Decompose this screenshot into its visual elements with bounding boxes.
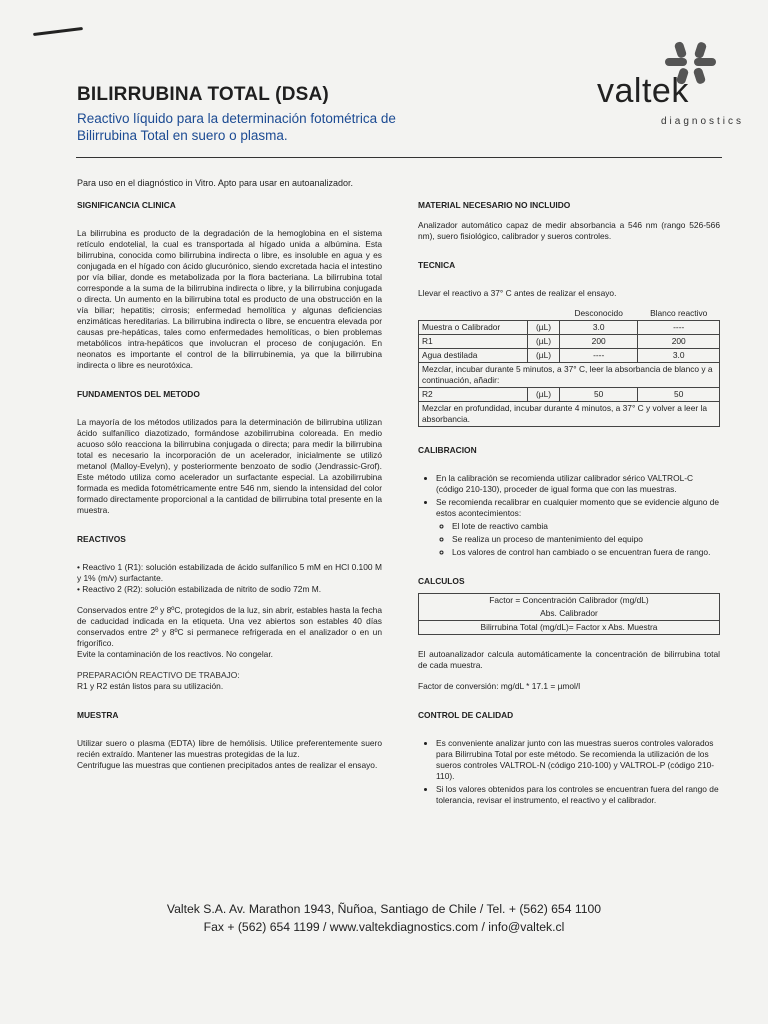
right-column	[418, 200, 720, 824]
section-body: La bilirrubina es producto de la degradación de la hemoglobina en el sistema retículo endotelial, la cual es transportada al hígado unida a albúmina. Esta bilirrubina, conocida como bilirrubina indirecta o libre, es insoluble en agua y es conjugada en el hígado con ácido glucurónico, siendo excretada hacia el intestino por vía biliar, donde es metabolizada por la flora bacteriana. La bilirrubina total corresponde a la suma de la bilirrubina indirecta o libre, y la bilirrubina conjugada o directa. Un aumento en la bilirrubina total es producto de una obstrucción en la vía biliar; hepatitis; cirrosis; enfermedad hemolítica y algunas deficiencias enzimáticas hereditarias. La bilirrubina indirecta o libre, se encuentra elevada por causas pre-hepáticas, tales como enfermedades hemolíticas, o bien problemas metabólicos intra-hepáticos que involucran el proceso de conjugación. En neonatos es importante el control de la bilirrubinemia, ya que la bilirrubina indirecta o libre es neurotóxica.	[77, 228, 382, 370]
row-value: 50	[638, 388, 720, 402]
control-list	[418, 738, 720, 806]
formula-numerator: Factor = Concentración Calibrador (mg/dL)	[489, 595, 649, 605]
calibration-list	[418, 473, 720, 558]
column-header: Desconocido	[574, 308, 623, 318]
section-fundamentos	[77, 389, 382, 516]
section-reactivos	[77, 534, 382, 692]
reactivo-2: • Reactivo 2 (R2): solución estabilizada de nitrito de sodio 72m M.	[77, 584, 322, 594]
footer-contact: Fax + (562) 654 1199 / www.valtekdiagnostics.com / info@valtek.cl	[203, 920, 565, 934]
storage-text: Conservados entre 2º y 8ºC, protegidos de la luz, sin abrir, estables hasta la fecha de caducidad indicada en la etiqueta. Una vez abiertos son estables 40 días conservados entre 2º y 8ºC si permanece refrigerada en el analizador o en un frigorífico.	[77, 605, 382, 648]
row-value: ----	[559, 349, 637, 363]
row-label: R1	[419, 335, 528, 349]
row-unit: (µL)	[528, 388, 560, 402]
list-item	[436, 497, 720, 558]
section-heading: TECNICA	[418, 260, 456, 270]
section-calibracion	[418, 445, 720, 558]
column-header: Blanco reactivo	[650, 308, 708, 318]
section-control	[418, 710, 720, 806]
prep-body: R1 y R2 están listos para su utilización.	[77, 681, 224, 691]
document-header	[77, 72, 745, 144]
row-label: Muestra o Calibrador	[419, 321, 528, 335]
section-material	[418, 200, 720, 242]
section-heading: MUESTRA	[77, 710, 119, 720]
header-divider	[76, 157, 722, 158]
section-heading: REACTIVOS	[77, 534, 126, 544]
footer-address: Valtek S.A. Av. Marathon 1943, Ñuñoa, Santiago de Chile / Tel. + (562) 654 1100	[166, 902, 602, 916]
list-item: • Si los valores obtenidos para los controles se encuentran fuera del rango de tolerancia, revisar el instrumento, el reactivo y el calibrador.	[436, 784, 720, 806]
intro-text: Para uso en el diagnóstico in Vitro. Apto para usar en autoanalizador.	[77, 178, 354, 188]
section-heading: SIGNIFICANCIA CLINICA	[77, 200, 176, 210]
row-unit: (µL)	[528, 321, 560, 335]
reactivo-1: • Reactivo 1 (R1): solución estabilizada de ácido sulfanílico 5 mM en HCl 0.100 M y 1% (m/v) surfactante.	[77, 562, 382, 583]
formula-denominator: Abs. Calibrador	[540, 608, 598, 618]
section-body: Analizador automático capaz de medir absorbancia a 546 nm (rango 526-566 nm), suero fisiológico, calibrador y sueros controles.	[418, 220, 720, 241]
table-row	[419, 363, 720, 388]
valtek-logo	[515, 38, 745, 148]
row-unit: (µL)	[528, 349, 560, 363]
section-tecnica	[418, 260, 720, 427]
row-value: 3.0	[638, 349, 720, 363]
section-heading: CALIBRACION	[418, 445, 477, 455]
row-value: ----	[638, 321, 720, 335]
list-item-text: Se recomienda recalibrar en cualquier momento que se evidencie alguno de estos acontecimientos:	[436, 497, 720, 518]
brand-name: valtek	[597, 72, 689, 110]
table-row	[419, 321, 720, 335]
formula-box	[418, 593, 720, 635]
list-item: • Es conveniente analizar junto con las muestras sueros controles valorados para Bilirrubina Total por este método. Se recomienda la utilización de los sueros controles VALTROL-N (código 210-100) y VALTROL-P (código 210-110).	[436, 738, 720, 782]
row-value: 50	[559, 388, 637, 402]
row-unit: (µL)	[528, 335, 560, 349]
procedure-table	[418, 307, 720, 427]
list-item: ◦ Se realiza un proceso de mantenimiento del equipo	[452, 534, 720, 545]
table-row	[419, 402, 720, 427]
section-body: El autoanalizador calcula automáticamente la concentración de bilirrubina total de cada muestra.	[418, 649, 720, 670]
section-heading: FUNDAMENTOS DEL METODO	[77, 389, 200, 399]
table-row	[419, 335, 720, 349]
list-item: ◦ Los valores de control han cambiado o se encuentran fuera de rango.	[452, 547, 720, 558]
document-footer	[0, 900, 768, 936]
table-row	[419, 388, 720, 402]
table-header-row	[419, 307, 720, 321]
row-value: 200	[559, 335, 637, 349]
formula-result: Bilirrubina Total (mg/dL)= Factor x Abs. Muestra	[419, 620, 719, 634]
section-body: La mayoría de los métodos utilizados para la determinación de bilirrubina utilizan ácido sulfanílico diazotizado, formándose azobilirrubina coloreada. En medio acuoso sólo reacciona la bilirrubina conjugada o directa; para medir la bilirrubina total es necesario la incorporación de un acelerador, inicialmente se utilizó metanol (Malloy-Evelyn), y posteriormente benzoato de sodio (Jendrassic-Grof). Este método utiliza como acelerador un surfactante especial. La azobilirrubina formada es medida fotométricamente entre 546 nm, siendo la intensidad del color formado directamente proporcional a la cantidad de bilirrubina total presente en la muestra.	[77, 417, 382, 515]
section-significancia	[77, 200, 382, 371]
brand-tagline: diagnostics	[661, 116, 745, 127]
row-value: 3.0	[559, 321, 637, 335]
section-calculos	[418, 576, 720, 692]
section-heading: MATERIAL NECESARIO NO INCLUIDO	[418, 200, 571, 210]
page-title: BILIRRUBINA TOTAL (DSA)	[77, 84, 329, 105]
section-muestra	[77, 710, 382, 771]
row-label: Agua destilada	[419, 349, 528, 363]
prep-heading: PREPARACIÓN REACTIVO DE TRABAJO:	[77, 670, 240, 680]
contamination-text: Evite la contaminación de los reactivos. No congelar.	[77, 649, 273, 659]
row-label: R2	[419, 388, 528, 402]
calibration-sublist	[436, 521, 720, 558]
left-column	[77, 200, 382, 789]
section-body: Utilizar suero o plasma (EDTA) libre de hemólisis. Utilice preferentemente suero recién extraído. Mantener las muestras protegidas de la luz.	[77, 738, 382, 759]
section-body: Llevar el reactivo a 37° C antes de realizar el ensayo.	[418, 288, 617, 298]
table-row	[419, 349, 720, 363]
row-value: 200	[638, 335, 720, 349]
conversion-factor: Factor de conversión: mg/dL * 17.1 = µmol/l	[418, 681, 581, 691]
section-heading: CALCULOS	[418, 576, 465, 586]
page-subtitle: Reactivo líquido para la determinación fotométrica de Bilirrubina Total en suero o plasma.	[77, 111, 396, 143]
table-note: Mezclar en profundidad, incubar durante 4 minutos, a 37° C y volver a leer la absorbancia.	[419, 402, 720, 427]
section-heading: CONTROL DE CALIDAD	[418, 710, 514, 720]
table-note: Mezclar, incubar durante 5 minutos, a 37° C, leer la absorbancia de blanco y a continuación, añadir:	[419, 363, 720, 388]
scan-mark	[33, 27, 83, 36]
section-body-2: Centrifugue las muestras que contienen precipitados antes de realizar el ensayo.	[77, 760, 378, 770]
list-item: ◦ El lote de reactivo cambia	[452, 521, 720, 532]
list-item: • En la calibración se recomienda utilizar calibrador sérico VALTROL-C (código 210-130), proceder de igual forma que con las muestras.	[436, 473, 720, 495]
